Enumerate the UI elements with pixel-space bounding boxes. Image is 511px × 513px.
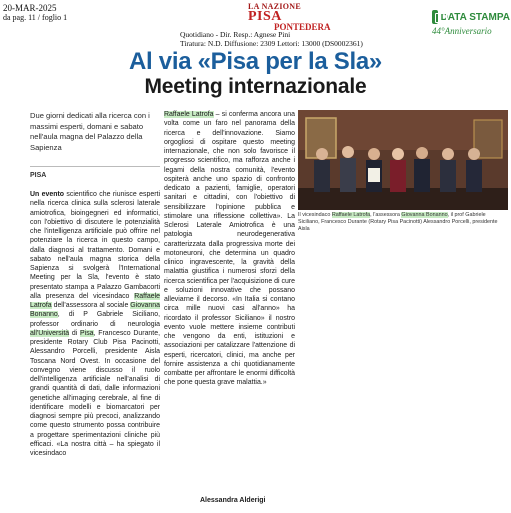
caption-highlight-giovanna: Giovanna Bonanno [401, 212, 448, 218]
col1-text-4: di [69, 329, 81, 337]
masthead-sub: PONTEDERA [274, 22, 331, 32]
meta-line-1: Quotidiano - Dir. Resp.: Agnese Pini [180, 30, 291, 39]
col1-text-2: dell'assessora al sociale [51, 302, 131, 309]
highlight-pisa: Pisa [80, 329, 94, 337]
article-byline: Alessandra Alderigi [200, 497, 266, 504]
masthead-city: PISA [248, 9, 282, 24]
highlight-giovanna: Giovanna Bonanno [30, 302, 160, 319]
highlight-universita: all'Università [30, 329, 70, 337]
data-stamp-name: DATA STAMPA [440, 11, 510, 23]
meta-line-2: Tiratura: N.D. Diffusione: 2309 Lettori: 13000 (DS0002361) [180, 39, 363, 48]
caption-text-2: , l'assessora [370, 212, 402, 218]
page-reference: da pag. 11 / foglio 1 [3, 13, 68, 22]
col1-text-3: , di P Gabriele Siciliano, professor ordinario di neurologia [30, 311, 160, 328]
article-summary: Due giorni dedicati alla ricerca con i massimi esperti, domani e sabato nell'aula magna del Palazzo della Sapienza [30, 111, 150, 152]
lead-words: Un evento [30, 191, 65, 198]
article-kicker: PISA [30, 166, 160, 179]
publication-date: 20-MAR-2025 [3, 3, 57, 13]
caption-highlight-raffaele: Raffaele Latrofa [331, 212, 371, 218]
highlight-raffaele: Raffaele Latrofa [30, 292, 160, 309]
photo-caption [298, 212, 508, 234]
publication-meta [180, 30, 363, 48]
header-left [3, 3, 67, 23]
caption-text-3: , il prof Gabriele Siciliano, Francesco Durante (Rotary Pisa Pacinotti) Alessandro Porcelli, presidente Aisla [298, 212, 498, 233]
article-column-1 [30, 190, 160, 458]
photo-illustration [298, 110, 508, 210]
newspaper-masthead [248, 2, 331, 32]
anniversary-label: 44°Anniversario [432, 26, 492, 36]
data-stamp-brand [432, 10, 510, 36]
article-subtitle: Meeting internazionale [144, 75, 367, 98]
article-column-2 [164, 110, 295, 388]
masthead-top: LA NAZIONE [248, 2, 302, 11]
article-title: Al via «Pisa per la Sla» [129, 48, 382, 75]
caption-text-1: Il vicesindaco [298, 212, 332, 218]
press-conference-photo [298, 110, 508, 210]
highlight-raffaele-2: Raffaele Latrofa [164, 111, 214, 118]
col2-text: – si conferma ancora una volta come un faro nel panorama della ricerca e dell'innovazione. Siamo orgogliosi di ospitare questo meeting internazionale, che non solo favorisce il progresso scientifico, ma rafforza anche i legami della nostra comunità, l'evento ospiterà anche uno spazio di confronto dedicato a pazienti, famiglie, operatori sanitari e cittadini, con l'obiettivo di sensibilizzare l'opinione pubblica e stimolare una riflessione collettiva». La Sclerosi Laterale Amiotrofica è una patologia neurodegenerativa caratterizzata dalla progressiva morte dei motoneuroni, che determina un quadro clinico ingravescente, la gravità della malattia giustifica i numerosi sforzi della ricerca scientifica per l'acquisizione di cure e soluzioni innovative che possano alleviarne il decorso. «In Italia si contano circa mille nuovi casi all'anno» ha ricordato il professor Siciliano» il nostro evento vuole mettere insieme contributi che vengono da enti, istituzioni e associazioni per catalizzare l'attenzione di esperti, ricercatori, clinici, ma anche per fornire assistenza a chi quotidianamente combatte per affrontare le enormi difficoltà che pone questa grave malattia.» [164, 111, 295, 387]
col1-text: scientifico che riunisce esperti nella ricerca clinica sulla sclerosi laterale amiotrofica, bioingegneri ed informatici, con l'obiettivo di discutere le potenzialità che l'intelligenza artificiale può offrire nel potenziare la ricerca in questo campo, dalla diagnosi al trattamento. Domani e sabato nell'aula magna storica della Sapienza si svolgerà l'International Meeting per la Sla, l'evento è stato presentato stampa a Palazzo Gambacorti alla presenza del vicesindaco [30, 191, 160, 300]
col1-text-5: , Francesco Durante, presidente Rotary Club Pisa Pacinotti, Alessandro Porcelli, presidente Aisla Toscana Nord Ovest. In occasione del convegno viene discusso il ruolo dell'intelligenza artificiale nell'analisi di grandi quantità di dati, dalle informazioni genetiche all'imaging cerebrale, al fine di identificare modelli e biomarcatori per diagnosi sempre più precoci, analizzando come questo strumento possa contribuire a progettare sperimentazioni cliniche più efficaci. «La nostra città – ha spiegato il vicesindaco [30, 329, 160, 457]
data-stamp-logo-icon [432, 10, 438, 24]
